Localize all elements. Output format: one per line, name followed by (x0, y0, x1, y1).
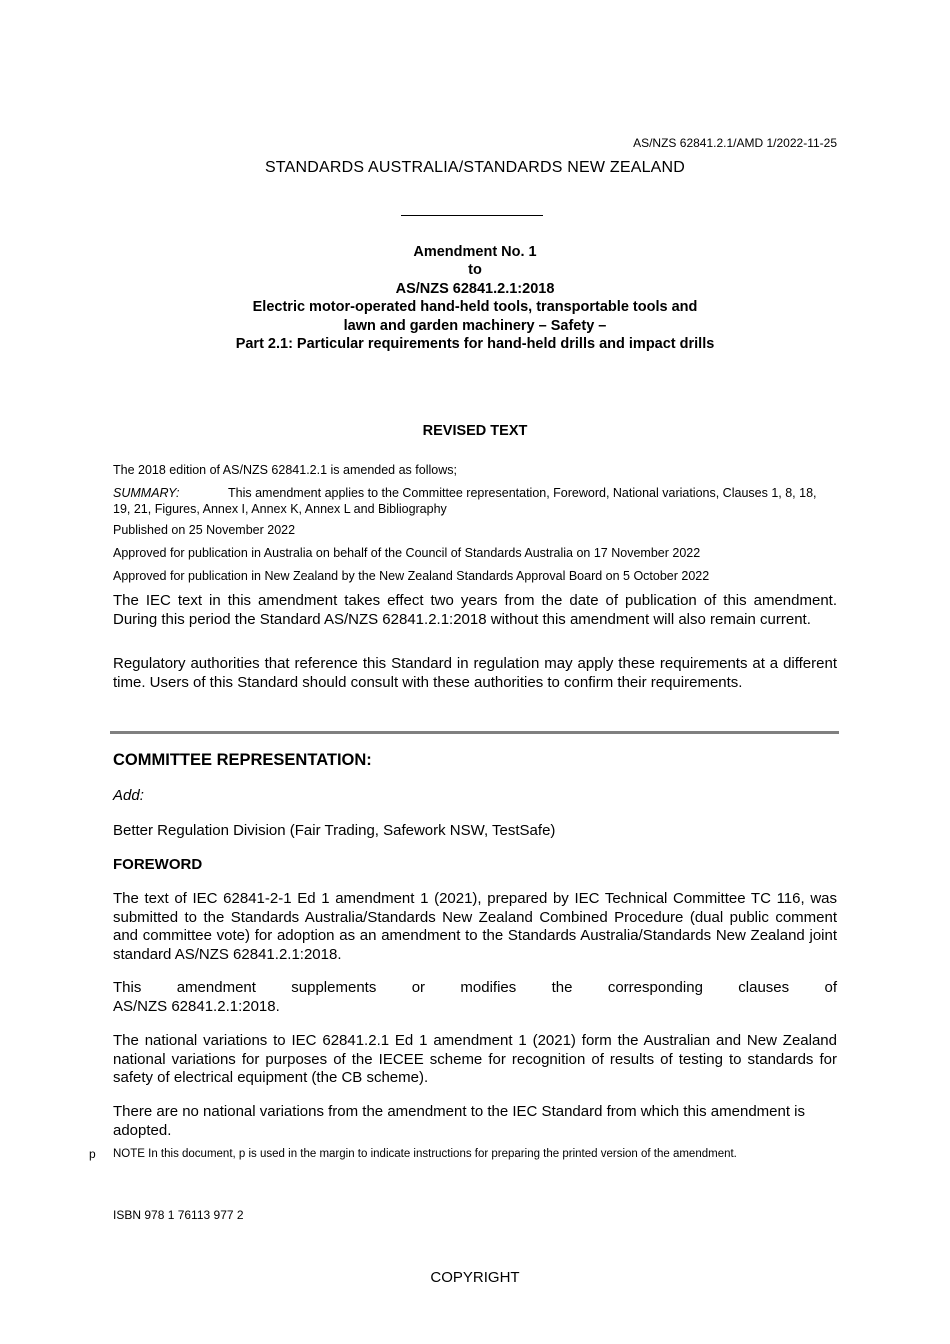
summary (113, 486, 837, 517)
printing-note: NOTE In this document, p is used in the margin to indicate instructions for preparing the printed version of the amendment. (113, 1148, 737, 1160)
margin-marker: p (89, 1147, 96, 1161)
foreword-paragraph-2 (113, 979, 837, 1016)
copyright-footer: COPYRIGHT (430, 1269, 520, 1286)
word: of (824, 979, 837, 996)
title-line: Part 2.1: Particular requirements for hand-held drills and impact drills (235, 336, 715, 353)
foreword-paragraph-1: The text of IEC 62841-2-1 Ed 1 amendment 1 (2021), prepared by IEC Technical Committee TC 116, was submitted to the Standards Australia/Standards New Zealand Combined Procedure (dual public comment and committee vote) for adoption as an amendment to the Standards Australia/Standards New Zealand joint standard AS/NZS 62841.2.1:2018. (113, 890, 837, 963)
committee-member: Better Regulation Division (Fair Trading, Safework NSW, TestSafe) (113, 822, 556, 839)
committee-heading: COMMITTEE REPRESENTATION: (113, 751, 372, 769)
isbn: ISBN 978 1 76113 977 2 (113, 1208, 244, 1222)
word: amendment (176, 979, 256, 996)
word: supplements (291, 979, 377, 996)
approval-new-zealand: Approved for publication in New Zealand by the New Zealand Standards Approval Board on 5 October 2022 (113, 569, 710, 583)
iec-effect-paragraph: The IEC text in this amendment takes effect two years from the date of publication of this amendment. During this period the Standard AS/NZS 62841.2.1:2018 without this amendment will also remain current. (113, 592, 837, 628)
summary-label: SUMMARY: (113, 486, 180, 500)
word: modifies (460, 979, 517, 996)
title-line: Amendment No. 1 (413, 244, 537, 260)
title-line: to (468, 262, 482, 279)
title-line: lawn and garden machinery – Safety – (343, 317, 607, 334)
approval-australia: Approved for publication in Australia on behalf of the Council of Standards Australia on 17 November 2022 (113, 546, 701, 560)
foreword-paragraph-3: The national variations to IEC 62841.2.1 Ed 1 amendment 1 (2021) form the Australian and New Zealand national variations for purposes of the IECEE scheme for recognition of results of testing to standards for safety of electrical equipment (the CB scheme). (113, 1032, 837, 1086)
paragraph-2-line-1 (113, 979, 837, 998)
add-label: Add: (113, 787, 144, 804)
edition-note: The 2018 edition of AS/NZS 62841.2.1 is amended as follows; (113, 463, 457, 477)
title-divider (401, 215, 543, 216)
section-divider (110, 731, 839, 734)
word: clauses (738, 979, 790, 996)
published-date: Published on 25 November 2022 (113, 523, 296, 537)
title-line: AS/NZS 62841.2.1:2018 (395, 280, 555, 297)
foreword-heading: FOREWORD (113, 856, 203, 873)
word: the (551, 979, 573, 996)
amendment-title (0, 243, 950, 353)
revised-text-heading: REVISED TEXT (422, 423, 528, 439)
summary-text: This amendment applies to the Committee representation, Foreword, National variations, Clauses 1, 8, 18, 19, 21, Figures, Annex I, Annex K, Annex L and Bibliography (113, 486, 817, 516)
foreword-paragraph-4: There are no national variations from the amendment to the IEC Standard from which this amendment is adopted. (113, 1103, 806, 1139)
document-reference: AS/NZS 62841.2.1/AMD 1/2022-11-25 (633, 136, 837, 150)
word: This (113, 979, 142, 996)
title-line: Electric motor-operated hand-held tools, transportable tools and (252, 299, 698, 316)
organization-name: STANDARDS AUSTRALIA/STANDARDS NEW ZEALAND (264, 159, 686, 176)
paragraph-2-line-2: AS/NZS 62841.2.1:2018. (113, 997, 280, 1015)
regulatory-paragraph: Regulatory authorities that reference this Standard in regulation may apply these requirements at a different time. Users of this Standard should consult with these authorities to confirm their requirements. (113, 655, 837, 691)
word: or (411, 979, 426, 996)
word: corresponding (607, 979, 703, 996)
